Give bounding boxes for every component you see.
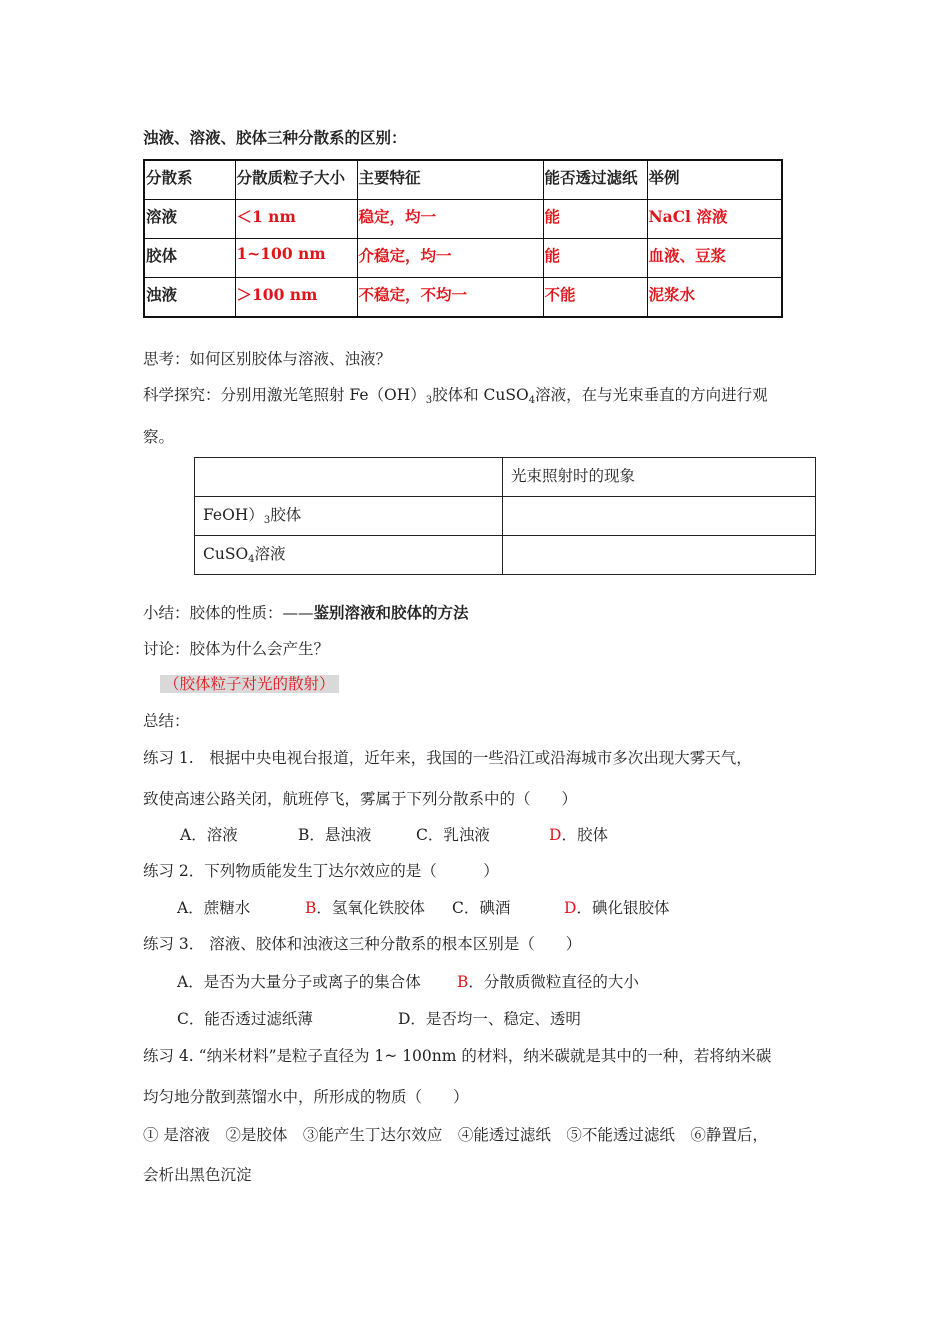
table-row	[195, 536, 816, 575]
exercise-2-option-d	[564, 896, 669, 918]
table-header-cell: 主要特征	[357, 160, 543, 200]
table-cell: 能	[543, 239, 647, 278]
table-cell: 胶体	[144, 239, 235, 278]
table-cell: 浊液	[144, 278, 235, 318]
table-cell	[195, 536, 503, 575]
table-cell: 血液、豆浆	[647, 239, 782, 278]
exercise-4-line2: 均匀地分散到蒸馏水中，所形成的物质（ ）	[143, 1088, 469, 1106]
exercise-1-option-c: C．乳浊液	[416, 826, 490, 844]
table-header-row	[144, 160, 782, 200]
option-letter: D	[549, 826, 562, 844]
table-header-cell: 举例	[647, 160, 782, 200]
subscript: 3	[263, 515, 271, 526]
exercise-4-line4: 会析出黑色沉淀	[143, 1166, 252, 1184]
option-letter: B	[457, 973, 469, 991]
exercise-2-option-a: A．蔗糖水	[177, 899, 251, 917]
dispersion-comparison-table	[143, 159, 783, 318]
option-text: ．胶体	[561, 826, 608, 844]
section-heading: 浊液、溶液、胶体三种分散系的区别：	[143, 128, 407, 147]
explore-paragraph	[143, 383, 768, 405]
table-cell	[195, 458, 503, 497]
table-cell: 不能	[543, 278, 647, 318]
table-cell: NaCl 溶液	[647, 200, 782, 239]
table-cell	[503, 536, 816, 575]
summary-line	[143, 601, 469, 623]
subscript: 4	[528, 395, 536, 406]
cell-text: CuSO	[203, 545, 249, 563]
exercise-3-line1: 练习 3． 溶液、胶体和浊液这三种分散系的根本区别是（ ）	[143, 935, 582, 953]
table-cell: ＜1 nm	[235, 200, 357, 239]
exercise-4-line3: ① 是溶液 ②是胶体 ③能产生丁达尔效应 ④能透过滤纸 ⑤不能透过滤纸 ⑥静置后，	[143, 1126, 768, 1144]
cell-text: FeOH）	[203, 506, 264, 524]
option-letter: D	[564, 899, 577, 917]
table-cell	[503, 497, 816, 536]
option-text: ．分散质微粒直径的大小	[468, 973, 639, 991]
subscript: 3	[425, 395, 433, 406]
table-header-cell: 能否透过滤纸	[543, 160, 647, 200]
table-header-row	[195, 458, 816, 497]
table-header-cell: 光束照射时的现象	[503, 458, 816, 497]
table-cell: ＞100 nm	[235, 278, 357, 318]
table-cell: 稳定，均一	[357, 200, 543, 239]
exercise-1-line1: 练习 1. 根据中央电视台报道，近年来，我国的一些沿江或沿海城市多次出现大雾天气，	[143, 749, 752, 767]
summary-bold: 鉴别溶液和胶体的方法	[313, 603, 469, 622]
subscript: 4	[248, 554, 255, 565]
table-row	[144, 239, 782, 278]
table-cell: 介稳定，均一	[357, 239, 543, 278]
exercise-3-option-b	[457, 970, 639, 992]
exercise-1-option-d	[549, 823, 608, 845]
discuss-question: 讨论：胶体为什么会产生？	[143, 640, 330, 658]
table-cell: 不稳定，不均一	[357, 278, 543, 318]
table-cell: 溶液	[144, 200, 235, 239]
exercise-2-line1: 练习 2．下列物质能发生丁达尔效应的是（ ）	[143, 862, 499, 880]
option-text: ．碘化银胶体	[576, 899, 670, 917]
table-row	[144, 278, 782, 318]
answer-highlight: （胶体粒子对光的散射）	[160, 675, 339, 693]
table-row	[195, 497, 816, 536]
answer-line	[160, 672, 339, 694]
table-header-cell: 分散系	[144, 160, 235, 200]
summary-prefix: 小结：胶体的性质：——	[143, 604, 314, 622]
exercise-1-option-a: A．溶液	[180, 826, 238, 844]
explore-text: 胶体和 CuSO	[432, 386, 529, 404]
exercise-1-option-b: B．悬浊液	[298, 826, 372, 844]
explore-paragraph-line2: 察。	[143, 428, 175, 446]
cell-text: 溶液	[254, 545, 286, 563]
table-cell	[195, 497, 503, 536]
light-observation-table	[194, 457, 816, 575]
explore-text: 溶液，在与光束垂直的方向进行观	[535, 386, 768, 404]
table-cell: 泥浆水	[647, 278, 782, 318]
table-cell: 能	[543, 200, 647, 239]
table-header-cell: 分散质粒子大小	[235, 160, 357, 200]
exercise-2-option-c: C．碘酒	[452, 899, 511, 917]
table-row	[144, 200, 782, 239]
exercise-3-option-c: C．能否透过滤纸薄	[177, 1010, 313, 1028]
exercise-1-line2: 致使高速公路关闭，航班停飞，雾属于下列分散系中的（ ）	[143, 790, 578, 808]
exercise-3-option-d: D．是否均一、稳定、透明	[398, 1010, 581, 1028]
exercise-4-line1: 练习 4. “纳米材料”是粒子直径为 1~ 100nm 的材料，纳米碳就是其中的一种，若将纳米碳	[143, 1047, 772, 1065]
conclusion-label: 总结：	[143, 712, 190, 730]
table-cell: 1~100 nm	[235, 239, 357, 278]
think-question: 思考：如何区别胶体与溶液、浊液？	[143, 350, 392, 368]
exercise-3-option-a: A．是否为大量分子或离子的集合体	[177, 973, 421, 991]
option-text: ．氢氧化铁胶体	[316, 899, 425, 917]
cell-text: 胶体	[270, 506, 302, 524]
option-letter: B	[305, 899, 317, 917]
explore-text: 科学探究：分别用激光笔照射 Fe（OH）	[143, 386, 426, 404]
exercise-2-option-b	[305, 896, 425, 918]
